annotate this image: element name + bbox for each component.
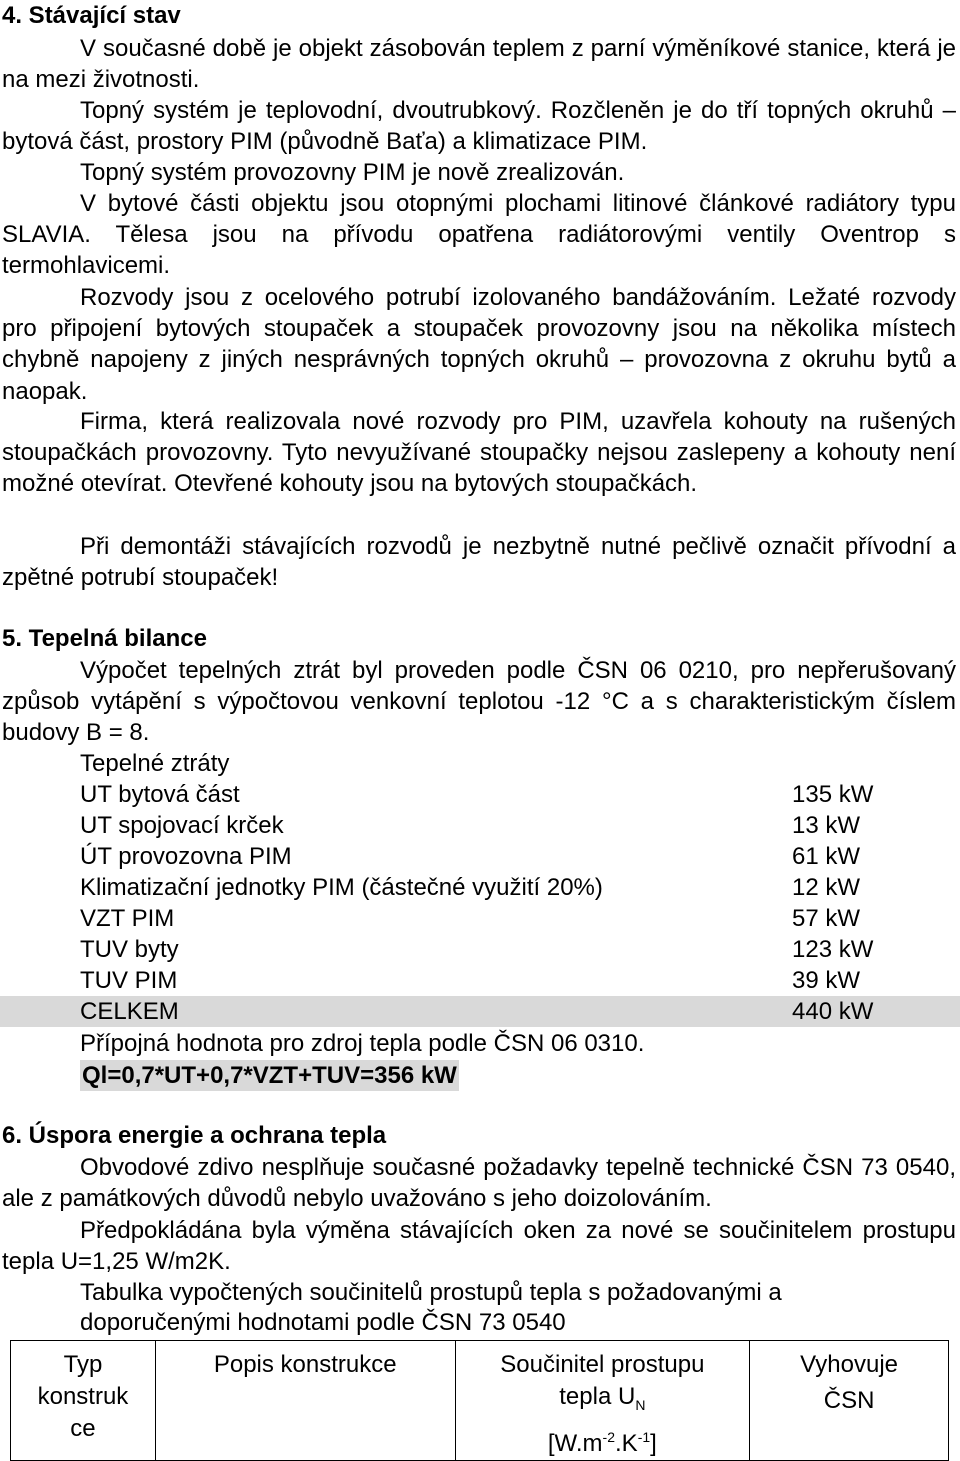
header-compliance: Vyhovuje ČSN [750,1341,949,1461]
loss-value: 123 kW [792,936,874,963]
paragraph: Rozvody jsou z ocelového potrubí izolovaného bandážováním. Ležaté rozvody pro připojení bytových stoupaček a stoupaček provozovny jsou na několika místech chybně napojeny z jiných nesprávných topných okruhů – provozovna z okruhu bytů a naopak. [2,284,956,405]
header-type: Typ konstruk ce [11,1341,156,1461]
paragraph: Předpokládána byla výměna stávajících oken za nové se součinitelem prostupu tepla U=1,25 W/m2K. [2,1217,956,1276]
loss-row [0,934,960,965]
total-value: 440 kW [792,998,874,1025]
paragraph: Při demontáži stávajících rozvodů je nezbytně nutné pečlivě označit přívodní a zpětné potrubí stoupaček! [2,533,956,592]
total-row [0,996,960,1027]
paragraph: V současné době je objekt zásobován teplem z parní výměníkové stanice, která je na mezi životnosti. [2,35,956,94]
connection-formula: Ql=0,7*UT+0,7*VZT+TUV=356 kW [82,1062,457,1089]
section-4-heading: 4. Stávající stav [2,2,181,29]
section-5-heading: 5. Tepelná bilance [2,625,207,652]
paragraph: Firma, která realizovala nové rozvody pro PIM, uzavřela kohouty na rušených stoupačkách provozovny. Tyto nevyužívané stoupačky nejsou zaslepeny a kohouty není možné otevírat. Otevřené kohouty jsou na bytových stoupačkách. [2,408,956,498]
table-caption: Tabulka vypočtených součinitelů prostupů tepla s požadovanými a [80,1279,782,1306]
header-description: Popis konstrukce [155,1341,455,1461]
loss-value: 57 kW [792,905,861,932]
paragraph: Topný systém provozovny PIM je nově zrealizován. [80,159,625,186]
u-values-table [10,1340,949,1461]
loss-row [0,841,960,872]
loss-value: 135 kW [792,781,874,808]
loss-label: UT bytová část [80,781,240,808]
connection-note: Přípojná hodnota pro zdroj tepla podle ČSN 06 0310. [80,1030,645,1057]
loss-label: VZT PIM [80,905,175,932]
loss-label: TUV byty [80,936,179,963]
total-label: CELKEM [80,998,179,1025]
losses-title: Tepelné ztráty [80,750,230,777]
loss-row [0,779,960,810]
paragraph: Obvodové zdivo nesplňuje současné požadavky tepelně technické ČSN 73 0540, ale z památkových důvodů nebylo uvažováno s jeho doizolováním. [2,1154,956,1213]
header-coefficient: Součinitel prostupu tepla $U_N$ $[W.m^{-2}.K^{-1}]$ [455,1341,750,1461]
loss-row [0,903,960,934]
paragraph: Topný systém je teplovodní, dvoutrubkový. Rozčleněn je do tří topných okruhů – bytová část, prostory PIM (původně Baťa) a klimatizace PIM. [2,97,956,156]
loss-row [0,810,960,841]
loss-label: Klimatizační jednotky PIM (částečné využití 20%) [80,874,603,901]
table-caption: doporučenými hodnotami podle ČSN 73 0540 [80,1309,566,1336]
paragraph: Výpočet tepelných ztrát byl proveden podle ČSN 06 0210, pro nepřerušovaný způsob vytápění s výpočtovou venkovní teplotou -12 °C a s charakteristickým číslem budovy B = 8. [2,657,956,747]
section-6-heading: 6. Úspora energie a ochrana tepla [2,1122,387,1149]
loss-label: TUV PIM [80,967,178,994]
loss-label: UT spojovací krček [80,812,284,839]
table-header-row [11,1341,949,1461]
paragraph: V bytové části objektu jsou otopnými plochami litinové článkové radiátory typu SLAVIA. Tělesa jsou na přívodu opatřena radiátorovými ventily Oventrop s termohlavicemi. [2,190,956,280]
loss-value: 61 kW [792,843,861,870]
loss-value: 39 kW [792,967,861,994]
loss-row [0,872,960,903]
loss-value: 12 kW [792,874,861,901]
loss-value: 13 kW [792,812,861,839]
loss-row [0,965,960,996]
loss-label: ÚT provozovna PIM [80,843,292,870]
